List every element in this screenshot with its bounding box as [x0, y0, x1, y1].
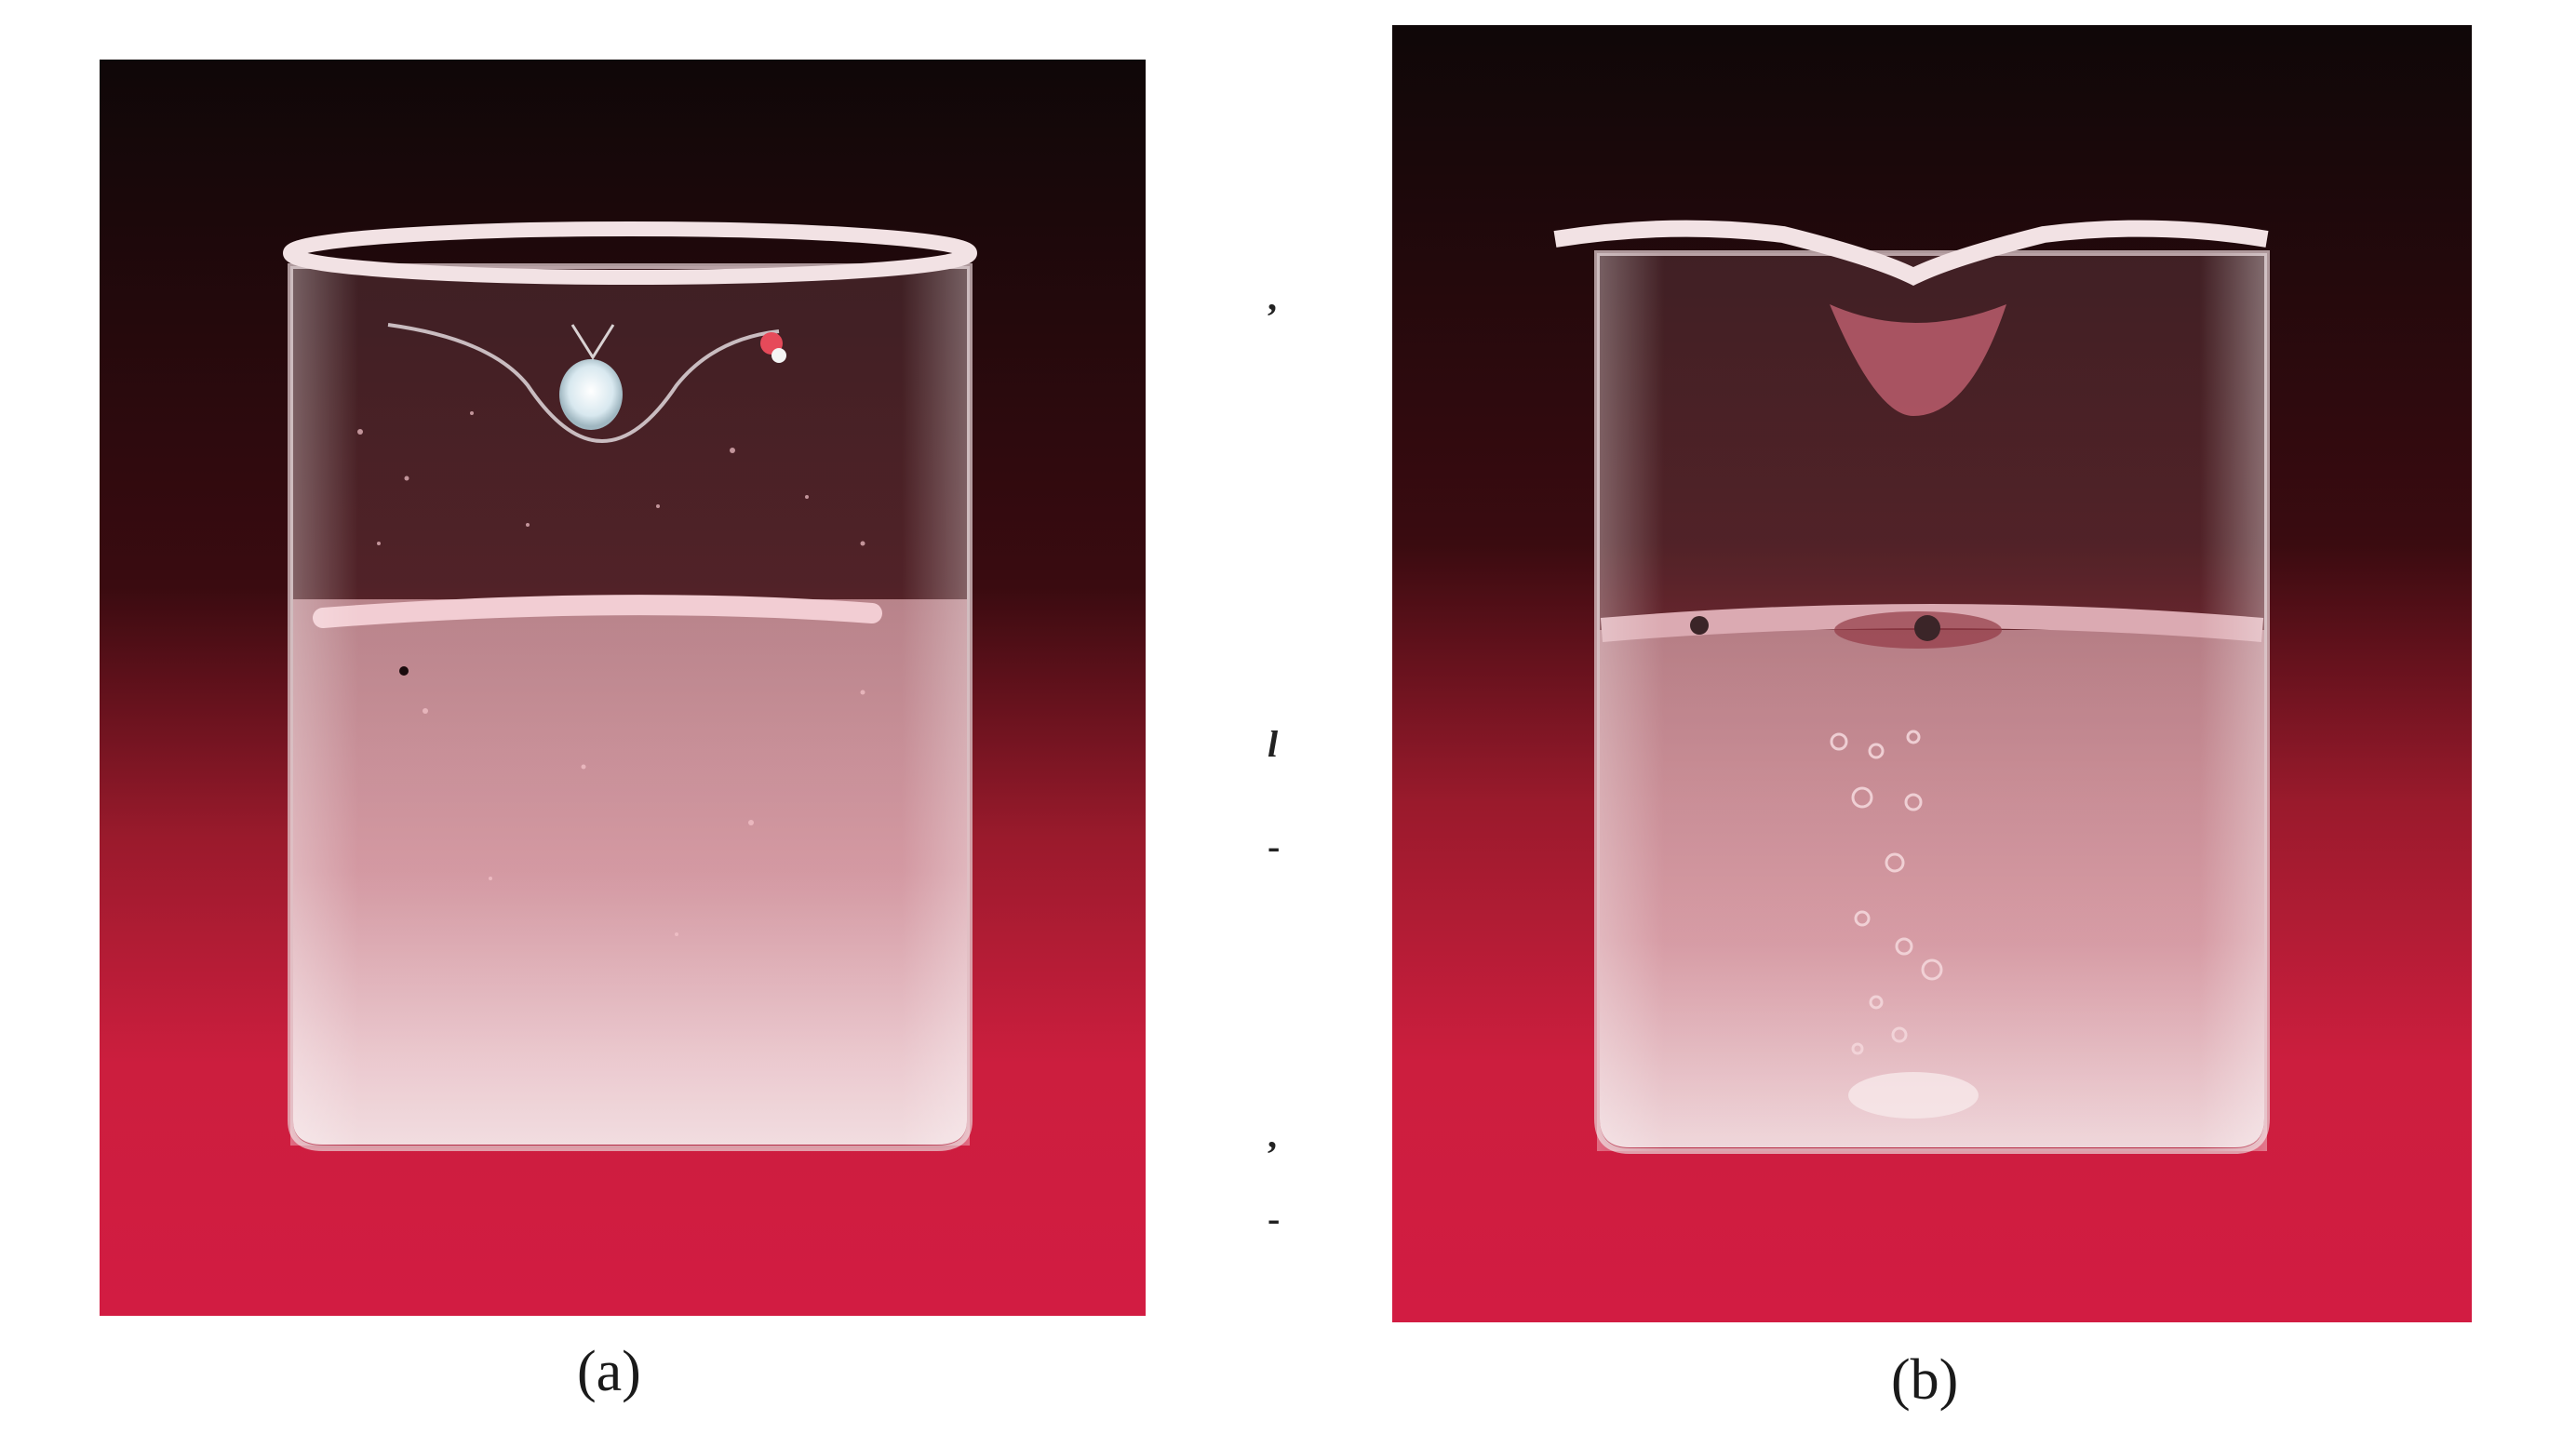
beaker-photo-b	[1392, 25, 2472, 1322]
margin-comma-bottom: ,	[1268, 1114, 1277, 1156]
margin-letter-l: l	[1268, 723, 1279, 765]
beaker-photo-a	[100, 60, 1146, 1316]
caption-b: (b)	[1891, 1348, 1959, 1412]
margin-comma-top: ,	[1268, 276, 1277, 318]
margin-dash-bottom: -	[1268, 1198, 1281, 1240]
caption-a: (a)	[577, 1340, 641, 1403]
margin-dash-top: -	[1268, 825, 1281, 867]
photo-panel-b	[1392, 25, 2472, 1322]
photo-panel-a	[100, 60, 1146, 1316]
